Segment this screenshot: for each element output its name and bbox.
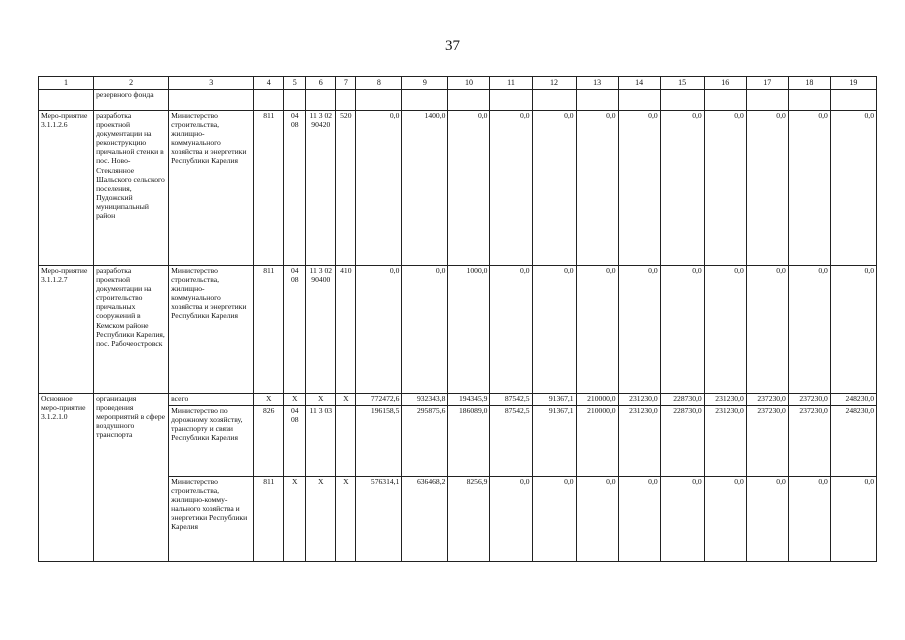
table-cell	[704, 90, 746, 111]
amount-cell: 0,0	[660, 266, 704, 394]
code-expense-type: Х	[336, 477, 356, 562]
table-cell	[306, 90, 336, 111]
activity-id: Меро-приятие 3.1.1.2.6	[39, 111, 94, 266]
code-section: Х	[284, 477, 306, 562]
table-cell	[830, 90, 876, 111]
code-target: 11 3 02 90420	[306, 111, 336, 266]
code-grbs: 811	[254, 266, 284, 394]
activity-id: Основное меро-приятие 3.1.2.1.0	[39, 394, 94, 562]
executor: Министерство строительства, жилищно-коммунального хозяйства и энергетики Республики Карелия	[169, 111, 254, 266]
table-row	[39, 394, 877, 406]
amount-cell: 0,0	[356, 266, 402, 394]
table-cell	[402, 90, 448, 111]
activity-description: разработка проектной документации на строительство причальных сооружений в Кемском районе Республики Карелия, пос. Рабочеостровск	[94, 266, 169, 394]
table-cell	[532, 90, 576, 111]
column-header: 9	[402, 77, 448, 90]
table-row	[39, 90, 877, 111]
amount-cell: 186089,0	[448, 406, 490, 477]
amount-cell: 0,0	[490, 266, 532, 394]
amount-cell: 231230,0	[618, 406, 660, 477]
amount-cell: 91367,1	[532, 394, 576, 406]
column-header: 18	[788, 77, 830, 90]
table-cell	[618, 90, 660, 111]
column-header: 12	[532, 77, 576, 90]
amount-cell: 0,0	[576, 266, 618, 394]
amount-cell: 210000,0	[576, 406, 618, 477]
amount-cell: 0,0	[788, 111, 830, 266]
code-target: Х	[306, 394, 336, 406]
amount-cell: 932343,8	[402, 394, 448, 406]
activity-description: разработка проектной документации на реконструкцию причальной стенки в пос. Ново-Стеклянное Шальского сельского поселения, Пудожский муниципальный район	[94, 111, 169, 266]
amount-cell: 228730,0	[660, 394, 704, 406]
table-cell	[356, 90, 402, 111]
column-header: 16	[704, 77, 746, 90]
code-target: 11 3 03	[306, 406, 336, 477]
amount-cell: 0,0	[788, 266, 830, 394]
column-header: 17	[746, 77, 788, 90]
code-expense-type: 410	[336, 266, 356, 394]
amount-cell: 231230,0	[704, 406, 746, 477]
activity-id: Меро-приятие 3.1.1.2.7	[39, 266, 94, 394]
amount-cell: 8256,9	[448, 477, 490, 562]
amount-cell: 0,0	[746, 477, 788, 562]
amount-cell: 0,0	[490, 111, 532, 266]
executor: Министерство по дорожному хозяйству, транспорту и связи Республики Карелия	[169, 406, 254, 477]
amount-cell: 0,0	[576, 111, 618, 266]
code-expense-type	[336, 406, 356, 477]
code-grbs: 826	[254, 406, 284, 477]
page-number: 37	[445, 38, 460, 54]
amount-cell: 0,0	[618, 266, 660, 394]
amount-cell: 210000,0	[576, 394, 618, 406]
table-cell	[169, 90, 254, 111]
amount-cell: 636468,2	[402, 477, 448, 562]
code-expense-type: 520	[336, 111, 356, 266]
amount-cell: 0,0	[532, 111, 576, 266]
header-row	[39, 77, 877, 90]
table-cell	[39, 90, 94, 111]
amount-cell: 0,0	[576, 477, 618, 562]
amount-cell: 196158,5	[356, 406, 402, 477]
amount-cell: 0,0	[830, 111, 876, 266]
amount-cell: 0,0	[704, 111, 746, 266]
table-cell	[660, 90, 704, 111]
column-header: 1	[39, 77, 94, 90]
table-cell	[788, 90, 830, 111]
code-grbs: 811	[254, 477, 284, 562]
amount-cell: 0,0	[746, 111, 788, 266]
executor: Министерство строительства, жилищно-коммунального хозяйства и энергетики Республики Карелия	[169, 266, 254, 394]
amount-cell: 0,0	[490, 477, 532, 562]
amount-cell: 0,0	[356, 111, 402, 266]
code-grbs: 811	[254, 111, 284, 266]
column-header: 5	[284, 77, 306, 90]
column-header: 19	[830, 77, 876, 90]
amount-cell: 0,0	[830, 477, 876, 562]
activity-description: резервного фонда	[94, 90, 169, 111]
amount-cell: 0,0	[830, 266, 876, 394]
code-section: 04 08	[284, 111, 306, 266]
amount-cell: 0,0	[660, 111, 704, 266]
amount-cell: 0,0	[532, 266, 576, 394]
code-grbs: Х	[254, 394, 284, 406]
amount-cell: 231230,0	[704, 394, 746, 406]
amount-cell: 237230,0	[746, 394, 788, 406]
table-cell	[254, 90, 284, 111]
amount-cell: 0,0	[618, 111, 660, 266]
column-header: 3	[169, 77, 254, 90]
table-cell	[746, 90, 788, 111]
code-section: Х	[284, 394, 306, 406]
amount-cell: 248230,0	[830, 394, 876, 406]
amount-cell: 0,0	[448, 111, 490, 266]
amount-cell: 91367,1	[532, 406, 576, 477]
column-header: 2	[94, 77, 169, 90]
code-target: 11 3 02 90400	[306, 266, 336, 394]
amount-cell: 231230,0	[618, 394, 660, 406]
amount-cell: 0,0	[704, 477, 746, 562]
amount-cell: 295875,6	[402, 406, 448, 477]
amount-cell: 772472,6	[356, 394, 402, 406]
column-header: 10	[448, 77, 490, 90]
column-header: 15	[660, 77, 704, 90]
amount-cell: 194345,9	[448, 394, 490, 406]
table-cell	[284, 90, 306, 111]
table-cell	[336, 90, 356, 111]
code-target: Х	[306, 477, 336, 562]
table-row	[39, 266, 877, 394]
amount-cell: 0,0	[788, 477, 830, 562]
table-cell	[576, 90, 618, 111]
amount-cell: 0,0	[660, 477, 704, 562]
column-header: 11	[490, 77, 532, 90]
amount-cell: 0,0	[402, 266, 448, 394]
code-section: 04 08	[284, 406, 306, 477]
amount-cell: 1000,0	[448, 266, 490, 394]
activity-description: организация проведения мероприятий в сфере воздушного транспорта	[94, 394, 169, 562]
amount-cell: 228730,0	[660, 406, 704, 477]
amount-cell: 0,0	[532, 477, 576, 562]
amount-cell: 237230,0	[788, 394, 830, 406]
executor: Министерство строительства, жилищно-комму-нального хозяйства и энергетики Республики Карелия	[169, 477, 254, 562]
amount-cell: 576314,1	[356, 477, 402, 562]
amount-cell: 0,0	[704, 266, 746, 394]
amount-cell: 0,0	[746, 266, 788, 394]
table-cell	[448, 90, 490, 111]
amount-cell: 87542,5	[490, 406, 532, 477]
column-header: 14	[618, 77, 660, 90]
column-header: 4	[254, 77, 284, 90]
column-header: 6	[306, 77, 336, 90]
amount-cell: 248230,0	[830, 406, 876, 477]
column-header: 8	[356, 77, 402, 90]
table-row	[39, 111, 877, 266]
executor: всего	[169, 394, 254, 406]
column-header: 13	[576, 77, 618, 90]
code-expense-type: Х	[336, 394, 356, 406]
budget-table	[38, 76, 877, 562]
column-header: 7	[336, 77, 356, 90]
amount-cell: 237230,0	[788, 406, 830, 477]
amount-cell: 87542,5	[490, 394, 532, 406]
table-cell	[490, 90, 532, 111]
code-section: 04 08	[284, 266, 306, 394]
amount-cell: 237230,0	[746, 406, 788, 477]
amount-cell: 0,0	[618, 477, 660, 562]
amount-cell: 1400,0	[402, 111, 448, 266]
